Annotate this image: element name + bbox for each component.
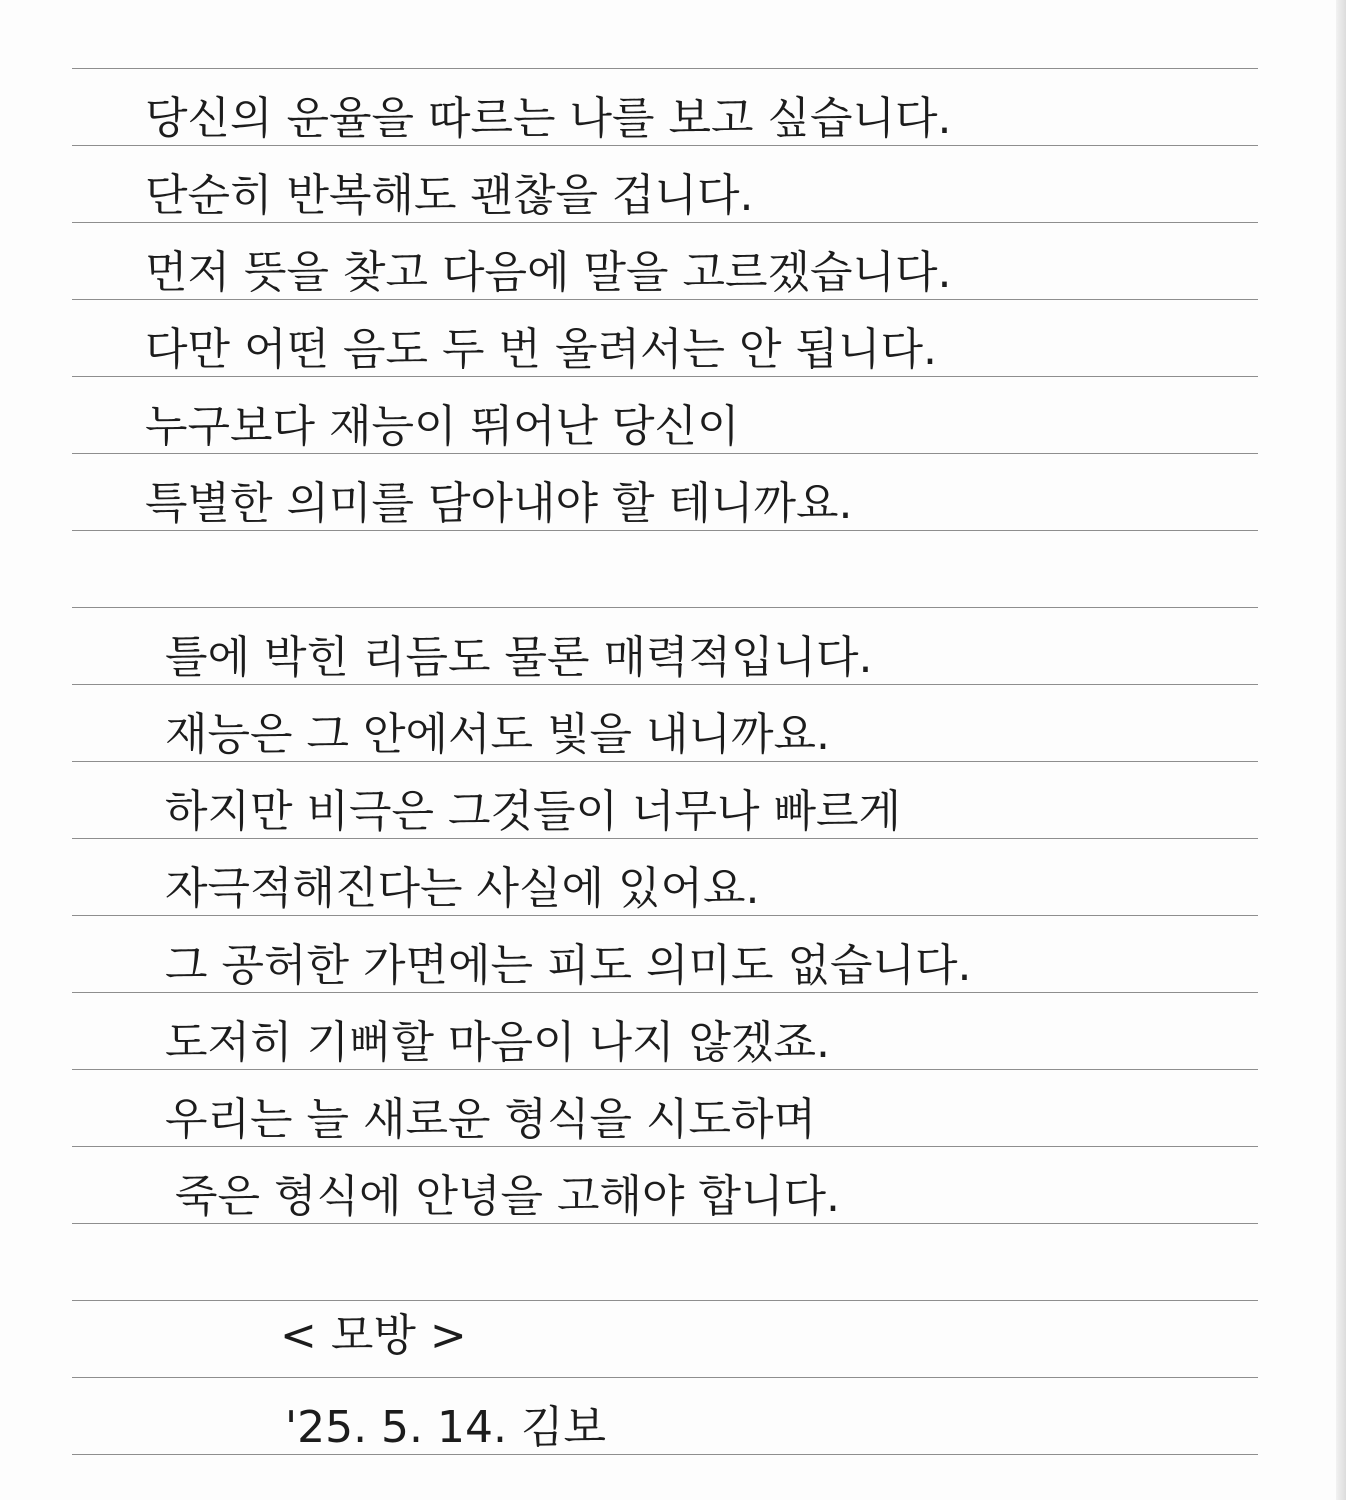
ruled-line: [72, 68, 1258, 69]
ruled-line: [72, 1377, 1258, 1378]
page-edge: [1336, 0, 1346, 1500]
poem-line: 도저히 기뻐할 마음이 나지 않겠죠.: [165, 1017, 830, 1068]
poem-line: 누구보다 재능이 뛰어난 당신이: [145, 401, 740, 452]
poem-line: 하지만 비극은 그것들이 너무나 빠르게: [165, 786, 902, 837]
ruled-line: [72, 1300, 1258, 1301]
poem-line: 다만 어떤 음도 두 번 울려서는 안 됩니다.: [145, 324, 937, 375]
poem-title: < 모방 >: [280, 1310, 467, 1361]
poem-line: 재능은 그 안에서도 빛을 내니까요.: [165, 709, 830, 760]
poem-line: 자극적해진다는 사실에 있어요.: [165, 863, 760, 914]
ruled-line: [72, 1454, 1258, 1455]
poem-line: 먼저 뜻을 찾고 다음에 말을 고르겠습니다.: [145, 247, 952, 298]
poem-line: 그 공허한 가면에는 피도 의미도 없습니다.: [165, 940, 972, 991]
date-signature: '25. 5. 14. 김보: [285, 1402, 606, 1453]
poem-line: 우리는 늘 새로운 형식을 시도하며: [165, 1094, 816, 1145]
poem-line: 당신의 운율을 따르는 나를 보고 싶습니다.: [145, 93, 952, 144]
poem-line: 단순히 반복해도 괜찮을 겁니다.: [145, 170, 754, 221]
poem-line: 틀에 박힌 리듬도 물론 매력적입니다.: [165, 632, 873, 683]
poem-line: 특별한 의미를 담아내야 할 테니까요.: [145, 478, 853, 529]
poem-line: 죽은 형식에 안녕을 고해야 합니다.: [175, 1171, 840, 1222]
ruled-line: [72, 607, 1258, 608]
